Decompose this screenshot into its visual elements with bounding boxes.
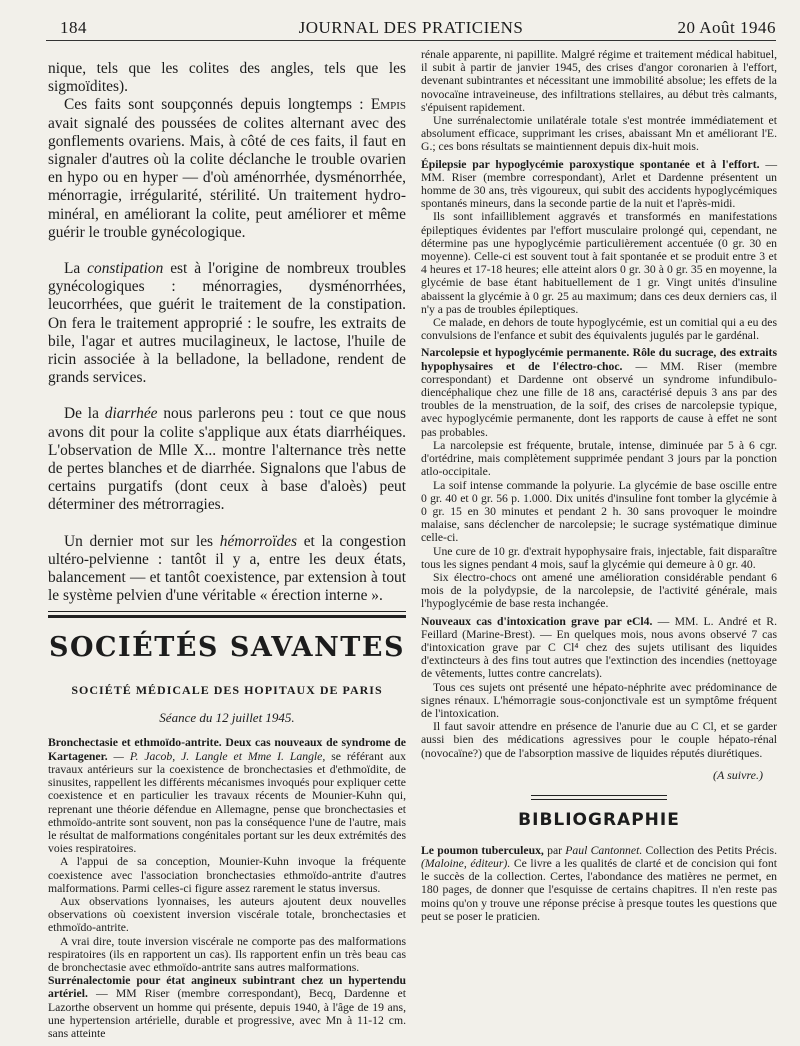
paragraph: De la diarrhée nous parlerons peu : tout ce que nous avons dit pour la colite s'applique aux états diarrhéiques. L'observation de Mlle X... montre l'alternance très nette de pertes blanches et de diarrhée. Signalons que l'abus de certains purgatifs (dont ceux à base d'aloès) peut déterminer des métrorragies. <box>48 405 406 514</box>
issue-date: 20 Août 1946 <box>677 18 776 37</box>
paragraph: Aux observations lyonnaises, les auteurs ajoutent deux nouvelles observations où coexistent inversion viscérale totale, bronchectasies et ethmoïdo-antrite. <box>48 894 406 935</box>
paragraph: Six électro-chocs ont amené une amélioration considérable pendant 6 mois de la polydypsie, de la narcolepsie, de l'activité générale, mais l'hypoglycémie de base resta inchangée. <box>421 570 777 611</box>
paragraph: Une cure de 10 gr. d'extrait hypophysaire frais, injectable, fait disparaître tous les signes pendant 4 mois, sauf la glycémie qui demeure à 0 gr. 40. <box>421 544 777 571</box>
paragraph: Ce malade, en dehors de toute hypoglycémie, est un comitial qui a eu des convulsions de l'enfance et subit des équivalents jugulés par le gardénal. <box>421 316 777 343</box>
article-surrenalectomie: Surrénalectomie pour état angineux subintrant chez un hypertendu artériel. — MM Riser (membre correspondant), Becq, Dardenne et Lazorthe observent un homme qui présente, depuis 1940, à l'âge de 19 ans, une hypertension artérielle, durable et progressive, avec Mn à 11-12 cm. sans atteinte <box>48 974 406 1040</box>
session-date: Séance du 12 juillet 1945. <box>159 710 295 726</box>
paragraph: Ces faits sont soupçonnés depuis longtemps : Empis avait signalé des poussées de colites alternant avec des gonflements ovariens. Mais, à côté de ces faits, il faut en signaler d'autres où la colite déclanche le trouble ovarien en hypo ou en hyper — d'où aménorrhée, dysménorrhée, ménorragie, irrégularité, stérilité. Un traitement hydro-minéral, en améliorant la colite, peut améliorer et même guérir le trouble gynécologique. <box>48 96 406 241</box>
articles-left <box>48 736 406 1040</box>
right-column <box>421 48 777 923</box>
paragraph: nique, tels que les colites des angles, tels que les sigmoïdites). <box>48 60 406 96</box>
paragraph: Une surrénalectomie unilatérale totale s'est montrée immédiatement et absolument efficace, supprimant les crises, abaissant Mn et améliorant l'E. G.; ces bons résultats se maintiennent depuis dix-huit mois. <box>421 114 777 154</box>
header-rule <box>46 40 776 41</box>
left-column <box>48 60 406 1040</box>
gynecology-text <box>48 60 406 605</box>
paragraph: Ils sont infailliblement aggravés et transformés en manifestations épileptiques évidentes par l'effort musculaire prolongé qui, cependant, ne détermine pas une hypoglycémie particulièrement accentuée (0 gr. 30 en moyenne). Celle-ci est souvent tout à fait spontanée et se produit entre 3 et 4 heures et 17-18 heures; elle atteint alors 0 gr. 30 à 0 gr. 35 en moyenne, la glycémie de base étant habituellement de 1 gr. Vingt unités d'insuline abaissent la glycémie à 0 gr. 25 au maximum; dans ces deux derniers cas, il n'y a pas de troubles épileptiques. <box>421 210 777 316</box>
biblio-rule <box>531 795 667 800</box>
paragraph: Un dernier mot sur les hémorroïdes et la congestion ultéro-pelvienne : tantôt il y a, entre les deux états, balancement — et tantôt coexistence, par extension à tout le système pelvien d'une véritable « érection interne ». <box>48 532 407 605</box>
page-header <box>46 14 776 40</box>
journal-title: JOURNAL DES PRATICIENS <box>298 18 524 37</box>
section-rule <box>48 611 406 618</box>
to-be-continued: (A suivre.) <box>713 767 763 782</box>
book-review: Le poumon tuberculeux, par Paul Cantonnet. Collection des Petits Précis. (Maloine, éditeur). Ce livre a les qualités de clarté et de concision qui font le succès de la collection. Certes, l'abondance des matières ne permet, en 180 pages, de donner que l'esquisse de certains chapitres. Il n'en reste pas moins qu'on y trouve une réponse précise à presque toutes les questions que peut se poser le praticien. <box>421 843 777 923</box>
society-title: SOCIÉTÉ MÉDICALE DES HOPITAUX DE PARIS <box>71 683 383 698</box>
article-bronchectasie: Bronchectasie et ethmoïdo-antrite. Deux cas nouveaux de syndrome de Kartagener. — P. Jacob, J. Langle et Mme I. Langle, se référant aux travaux antérieurs sur la coexistence de bronchectasies et d'ethmoïdite, de sinusites, rappellent les différents mécanismes invoqués pour expliquer cette coexistence et en particulier les travaux récents de Mounier-Kuhn qui, reprenant une théorie défendue en Allemagne, pense que bronchectasies et ethmoïdo-antrite sont souvent, non pas la conséquence l'une de l'autre, mais le résultat de malformations congénitales portant sur les deux extrémités des voies respiratoires. <box>48 736 406 856</box>
paragraph: La constipation est à l'origine de nombreux troubles gynécologiques : ménorragies, dysménorrhées, leucorrhées, que guérit le traitement de la constipation. On fera le traitement approprié : le soufre, les extraits de bile, l'agar et autres mucilagineux, le lactose, l'huile de ricin associée à la belladone, la belladone, rendent de grands services. <box>48 260 406 387</box>
paragraph: La narcolepsie est fréquente, brutale, intense, diminuée par 5 à 6 cgr. d'ortédrine, mais complètement supprimée pendant 3 jours par la ponction atlo-occipitale. <box>421 438 777 479</box>
bibliography-heading: BIBLIOGRAPHIE <box>518 809 680 830</box>
article-intoxication: Nouveaux cas d'intoxication grave par eCl4. — MM. L. André et R. Feillard (Marine-Brest). — En quelques mois, nous avons observé 7 cas d'intoxication grave par C Cl⁴ chez des sujets utilisant des liquides d'extincteurs à des fins tout autres que l'extinction des incendies (nettoyage de vêtements, luttes contre cancrelats). <box>421 614 777 681</box>
bibliography-entry <box>421 844 777 923</box>
paragraph: A vrai dire, toute inversion viscérale ne comporte pas des malformations respiratoires (ils en rapportent un cas). Ils rapportent enfin un très beau cas de bronchectasie avec ethmoïdo-antrite sans autres malformations. <box>48 934 406 974</box>
paragraph: A l'appui de sa conception, Mounier-Kuhn invoque la fréquente coexistence avec l'association bronchectasies ethmoïdo-antrite d'autres malformations. Parmi celles-ci figure assez rarement le status inversus. <box>48 855 406 895</box>
paragraph: Tous ces sujets ont présenté une hépato-néphrite avec prédominance de signes rénaux. L'hémorragie sous-conjonctivale est un symptôme fréquent de l'intoxication. <box>421 680 777 720</box>
paragraph: Il faut savoir attendre en présence de l'anurie due au C Cl, et se garder aussi bien des médications agressives pour le couple hépato-rénal (novocaïne?) que de l'absorption massive de liquides réputés diurétiques. <box>421 720 777 760</box>
paragraph: rénale apparente, ni papillite. Malgré régime et traitement médical habituel, il subit à partir de janvier 1945, des crises d'angor coronarien à l'effort, devenant subintrantes et nécessitant une immobilité absolue; les effets de la novocaïne intraveineuse, des infiltrations stellaires, au début très calmants, s'épuisent rapidement. <box>421 48 777 114</box>
page-number: 184 <box>60 18 87 37</box>
article-epilepsie: Épilepsie par hypoglycémie paroxystique spontanée et à l'effort. — MM. Riser (membre correspondant), Arlet et Dardenne présentent un homme de 30 ans, très vigoureux, qui subit des accidents hypoglycémiques spontanés mineurs, dans la seconde partie de la nuit et l'après-midi. <box>421 157 778 211</box>
paragraph: La soif intense commande la polyurie. La glycémie de base oscille entre 0 gr. 40 et 0 gr. 56 p. 1.000. Dix unités d'insuline font tomber la glycémie à 0 gr. 15 en 30 minutes et pendant 2 h. 30 sans provoquer le moindre malaise, sans déclencher de narcolepsie; le sucrage systématique diminue celle-ci. <box>421 478 777 545</box>
section-banner: SOCIÉTÉS SAVANTES <box>49 632 405 664</box>
articles-right <box>421 48 777 760</box>
article-narcolepsie: Narcolepsie et hypoglycémie permanente. Rôle du sucrage, des extraits hypophysaires et de l'électro-choc. — MM. Riser (membre correspondant) et Dardenne ont observé un syndrome infundibulo-diencéphalique chez une fille de 18 ans, caractérisé depuis 3 ans par des troubles de la menstruation, de la soif, des crises de narcolepsie typique, avec hypoglycémie permanente, dont les rapports de cause à effet ne sont pas probables. <box>421 346 777 439</box>
